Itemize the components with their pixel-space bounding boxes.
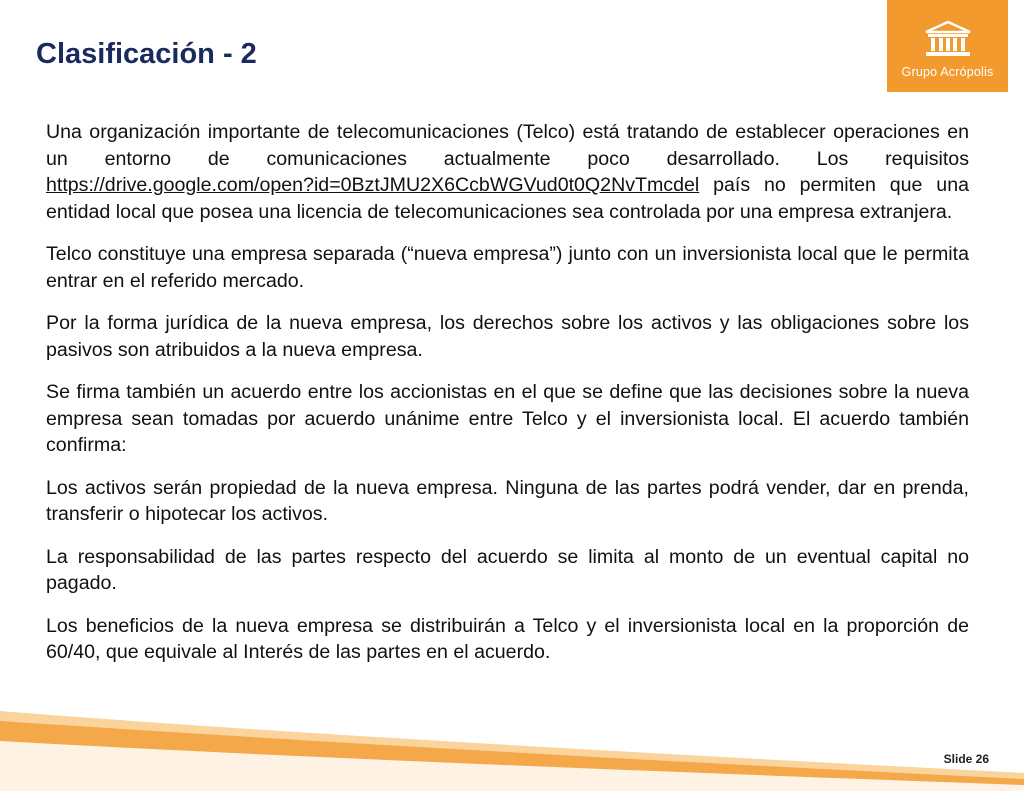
paragraph-1 <box>46 119 969 225</box>
company-logo <box>887 0 1008 92</box>
logo-text: Grupo Acrópolis <box>901 65 994 79</box>
paragraph-1-before: Una organización importante de telecomunicaciones (Telco) está tratando de establecer operaciones en un entorno de comunicaciones actualmente poco desarrollado. Los requisitos <box>46 121 969 170</box>
paragraph-6: La responsabilidad de las partes respecto del acuerdo se limita al monto de un eventual capital no pagado. <box>46 545 969 594</box>
drive-link[interactable]: https://drive.google.com/open?id=0BztJMU2X6CcbWGVud0t0Q2NvTmcdel <box>46 174 700 196</box>
paragraph-1-after: país no permiten que una entidad local que posea una licencia de telecomunicaciones sea controlada por una empresa extranjera. <box>46 174 969 223</box>
paragraph-7: Los beneficios de la nueva empresa se distribuirán a Telco y el inversionista local en la proporción de 60/40, que equivale al Interés de las partes en el acuerdo. <box>46 614 969 663</box>
slide-number: Slide 26 <box>943 752 989 766</box>
paragraph-2: Telco constituye una empresa separada (“nueva empresa”) junto con un inversionista local que le permita entrar en el referido mercado. <box>46 243 969 292</box>
slide-title: Clasificación - 2 <box>36 38 257 70</box>
slide-body <box>46 119 969 682</box>
building-icon <box>922 20 974 58</box>
bottom-wave-decoration <box>0 711 1024 791</box>
paragraph-4: Se firma también un acuerdo entre los accionistas en el que se define que las decisiones sobre la nueva empresa sean tomadas por acuerdo unánime entre Telco y el inversionista local. El acuerdo también confirma: <box>46 381 969 456</box>
paragraph-5: Los activos serán propiedad de la nueva empresa. Ninguna de las partes podrá vender, dar en prenda, transferir o hipotecar los activos. <box>46 476 969 525</box>
paragraph-3: Por la forma jurídica de la nueva empresa, los derechos sobre los activos y las obligaciones sobre los pasivos son atribuidos a la nueva empresa. <box>46 312 969 361</box>
